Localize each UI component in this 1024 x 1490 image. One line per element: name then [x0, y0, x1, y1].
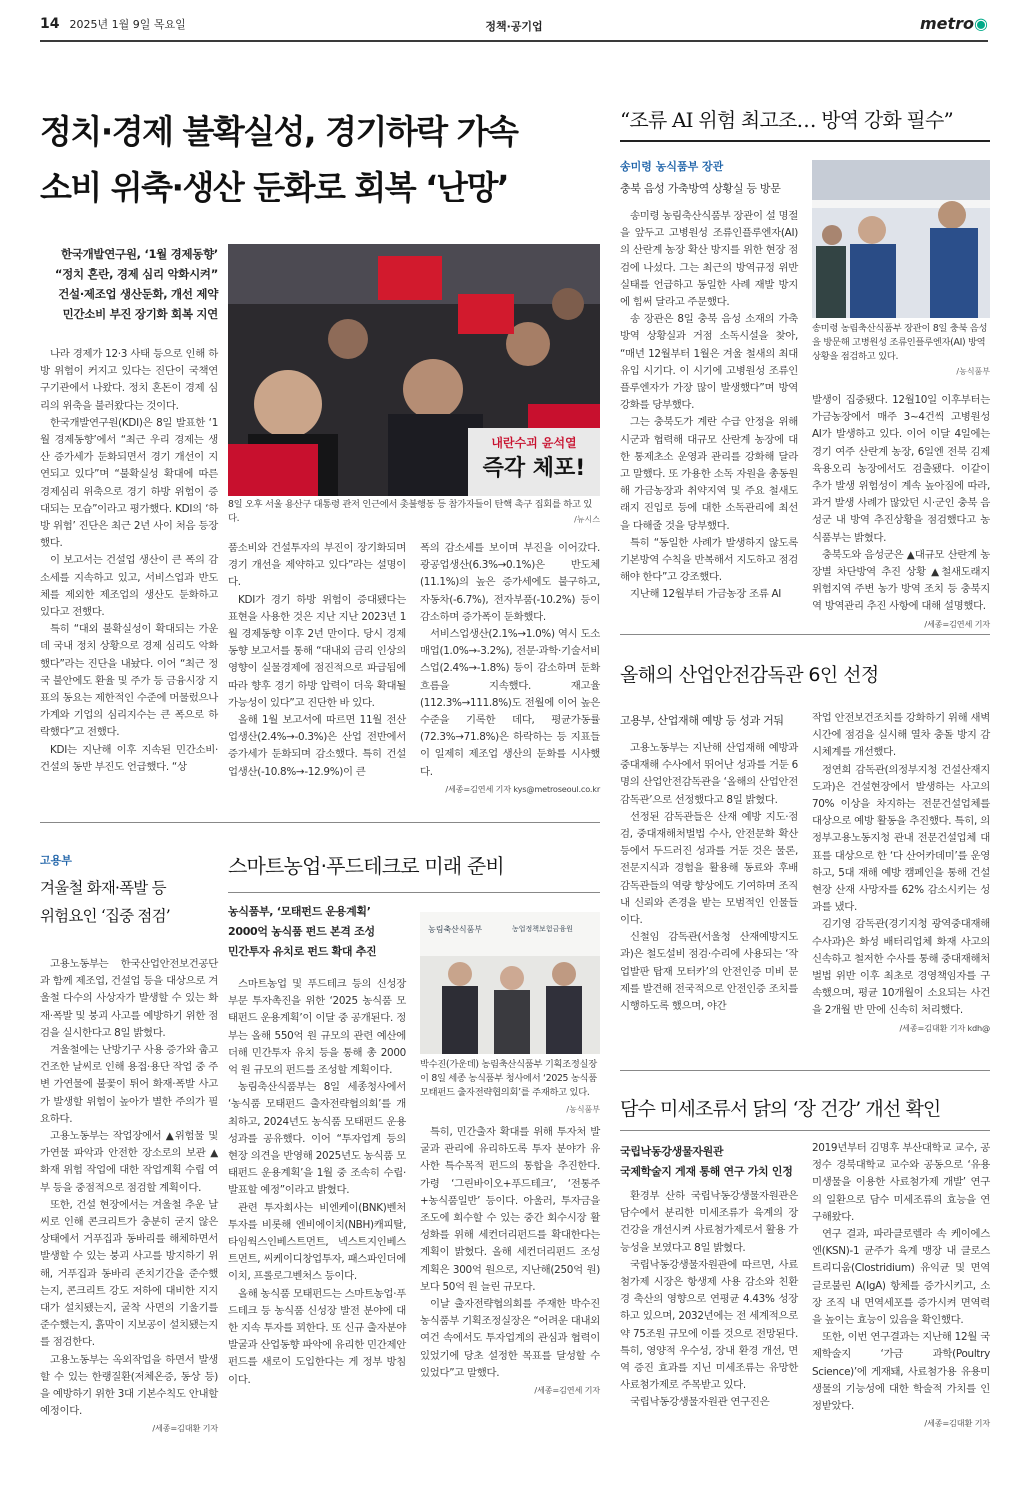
- main-col3-p1: 폭의 감소세를 보이며 부진을 이어갔다. 광공업생산(6.3%→0.1%)은 반도체(11.1%)의 높은 증가세에도 불구하고, 자동차(-6.7%), 전자부품(-10.2%) 등이 감소하며 증가폭이 둔화했다.: [420, 542, 600, 623]
- minister-photo-caption: 송미령 농림축산식품부 장관이 8일 충북 음성을 방문해 고병원성 조류인플루엔자(AI) 방역 상황을 점검하고 있다.: [812, 323, 988, 362]
- protest-sign: [472, 434, 596, 482]
- bird-col1-p1: 환경부 산하 국립낙동강생물자원관은 담수에서 분리한 미세조류가 육계의 장 건강을 개선시켜 사료첨가제로서 활용 가능성을 보였다고 8일 밝혔다.: [620, 1190, 798, 1254]
- brand-mark-icon: ◉: [974, 14, 988, 33]
- brand-logo: [920, 14, 988, 33]
- farm-subhead-2: 2000억 농식품 펀드 본격 조성: [228, 925, 375, 938]
- ai-col1-p4: 특히 “동일한 사례가 발생하지 않도록 기본방역 수칙을 반복해서 지도하고 점검해야 한다”고 강조했다.: [620, 536, 798, 584]
- main-col1-p3: 이 보고서는 건설업 생산이 큰 폭의 감소세를 지속하고 있고, 서비스업과 반도체를 제외한 제조업의 생산도 둔화하고 있다고 전했다.: [40, 554, 218, 619]
- minister-photo-credit: /농식품부: [956, 367, 990, 376]
- farm-col1-p2: 농림축산식품부는 8일 세종청사에서 ‘농식품 모태펀드 출자전략협의회’를 개최하고, 2024년도 농식품 모태펀드 운용 성과를 공유했다. 이어 “투자업계 등의 현장 의견을 반영해 2025년도 농식품 모태펀드 운용계획’을 1월 중 조속히 수립·발표할 예정”이라고 밝혔다.: [228, 1081, 406, 1197]
- main-subhead-3: 건설·제조업 생산둔화, 개선 제약: [58, 287, 218, 301]
- farm-headline: 스마트농업·푸드테크로 미래 준비: [228, 854, 504, 878]
- minister-photo: [812, 160, 990, 318]
- bird-col2: [812, 1140, 990, 1432]
- farm-subheads: [228, 902, 406, 962]
- labor-headline: [40, 874, 218, 930]
- bird-headline-rule: [620, 1130, 990, 1131]
- main-col3-p2: 서비스업생산(2.1%→1.0%) 역시 도소매업(1.0%→-3.2%), 전문·과학·기술서비스업(2.4%→-1.8%) 등이 감소하며 둔화 흐름을 지속했다. 재고율(112.3%→111.8%)도 전월에 이어 높은 수준을 기록한 데다, 평균가동률(72.3%→71.8%)은 하락하는 등 지표들이 일제히 제조업 생산의 둔화를 시사했다.: [420, 628, 600, 778]
- ai-col1-p1: 송미령 농림축산식품부 장관이 설 명절을 앞두고 고병원성 조류인플루엔자(AI)의 산란계 농장 확산 방지를 위한 현장 점검에 나섰다. 그는 최근의 방역규정 위반 실태를 언급하고 동일한 사례 재발 방지에 힘써 달라고 주문했다.: [620, 210, 798, 309]
- ai-byline: /세종=김연세 기자: [924, 618, 990, 629]
- ai-subhead: 충북 음성 가축방역 상황실 등 방문: [620, 182, 781, 195]
- main-subhead-2: “정치 혼란, 경제 심리 악화시켜”: [54, 267, 218, 281]
- main-col1: [40, 346, 218, 776]
- safety-headline: 올해의 산업안전감독관 6인 선정: [620, 664, 879, 686]
- main-col2: [228, 540, 406, 781]
- protest-photo-credit: /뉴시스: [574, 515, 600, 524]
- page-header: [40, 12, 988, 42]
- page-number: 14: [40, 16, 60, 32]
- safety-bottom-rule: [620, 1070, 990, 1071]
- farm-col2-p1: 특히, 민간출자 확대를 위해 투자처 발굴과 관리에 유리하도록 투자 분야가 유사한 특수목적 펀드의 통합을 추진한다. 가령 ‘그린바이오+푸드테크’, ‘전통주+농식품일반’ 등이다. 아울러, 투자금을 조도에 회수할 수 있는 중간 회수시장 활성화를 위해 세컨더리펀드를 확대한다는 계획이 밝혔다. 올해 세컨더리펀드 조성계획은 300억 원으로, 지난해(250억 원)보다 50억 원 늘린 규모다.: [420, 1126, 600, 1293]
- farm-col1: [228, 976, 406, 1389]
- main-col2-p1: 품소비와 건설투자의 부진이 장기화되며 경기 개선을 제약하고 있다”라는 설명이다.: [228, 542, 406, 589]
- main-headline-line1: 정치·경제 불확실성, 경기하락 가속: [40, 112, 518, 151]
- fund-banner-left: 농림축산식품부: [428, 925, 483, 934]
- bird-subhead-1: 국립낙동강생물자원관: [620, 1145, 724, 1158]
- farm-col1-p1: 스마트농업 및 푸드테크 등의 신성장 부문 투자촉진을 위한 ‘2025 농식품 모태펀드 운용계획’이 이달 중 공개된다. 정부는 올해 550억 원 규모의 관련 예산에 더해 민간투자 유치 등을 통해 총 2000억 원 규모의 펀드를 조성할 계획이다.: [228, 978, 406, 1077]
- safety-col1-p3: 신철임 감독관(서울청 산재예방지도과)은 철도설비 점검·수리에 사용되는 ‘작업발판 탑재 모터카’의 안전인증 미비 문제를 발견해 전국적으로 안전인증 조치를 시행하도록 했으며, 야간: [620, 931, 798, 1013]
- bird-subhead-2: 국제학술지 게재 통해 연구 가치 인정: [620, 1165, 793, 1178]
- labor-headline-line2: 위험요인 ‘집중 점검’: [40, 907, 170, 925]
- safety-col2-p1: 작업 안전보건조치를 강화하기 위해 새벽 시간에 점검을 실시해 열차 충돌 방지 감시체계를 개선했다.: [812, 712, 990, 759]
- ai-col2: [812, 392, 990, 633]
- fund-meeting-photo: [420, 912, 600, 1054]
- farm-byline: /세종=김연세 기자: [534, 1385, 600, 1396]
- main-col2-p3: 올해 1월 보고서에 따르면 11월 전산업생산(2.4%→-0.3%)은 산업 전반에서 증가세가 둔화되며 감소했다. 특히 건설업생산(-10.8%→-12.9%)이 큰: [228, 714, 406, 778]
- labor-byline: /세종=김대환 기자: [152, 1423, 218, 1434]
- main-col1-p5: KDI는 지난해 이후 지속된 민간소비·건설의 동반 부진도 언급했다. “상: [40, 743, 218, 773]
- protest-sign-line1: 내란수괴 윤석열: [491, 436, 577, 450]
- main-subheads: [40, 244, 218, 324]
- main-col3: [420, 540, 600, 798]
- main-bottom-rule: [40, 822, 600, 823]
- ai-col1: [620, 208, 798, 604]
- safety-col1-p1: 고용노동부는 지난해 산업재해 예방과 중대재해 수사에서 뛰어난 성과를 거둔 6명의 산업안전감독관을 ‘올해의 산업안전감독관’으로 선정했다고 8일 밝혔다.: [620, 742, 798, 806]
- ai-col1-p5: 지난해 12월부터 가금농장 조류 AI: [630, 588, 782, 601]
- safety-col1-p2: 선정된 감독관들은 산재 예방 지도·점검, 중대재해처벌법 수사, 안전문화 확산 등에서 두드러진 성과를 거둔 것은 물론, 전문지식과 경험을 활용해 동료와 후배 감독관들의 역량 향상에도 기여하며 조직 내 신뢰와 존경을 받는 모범적인 인물들이다.: [620, 810, 798, 927]
- labor-body-p3: 고용노동부는 작업장에서 ▲위험물 및 가연물 파악과 안전한 장소로의 보관 ▲화재 위험 작업에 대한 작업계획 수립 여부 등을 중점적으로 점검할 계획이다.: [40, 1130, 218, 1194]
- bird-col1-p2: 국립낙동강생물자원관에 따르면, 사료첨가제 시장은 항생제 사용 감소와 친환경 축산의 영향으로 연평균 4.43% 성장하고 있으며, 2032년에는 전 세계적으로 약 75조원 규모에 이를 것으로 전망된다. 특히, 영양적 우수성, 장내 환경 개선, 면역 증진 효과를 지닌 미세조류는 유망한 사료첨가제로 주목받고 있다.: [620, 1258, 798, 1392]
- main-col1-p1: 나라 경제가 12·3 사태 등으로 인해 하방 위험이 커지고 있다는 진단이 국책연구기관에서 나왔다. 정치 혼돈이 경제 심리의 위축을 불러왔다는 것이다.: [40, 348, 218, 412]
- fund-banner-right: 농업정책보험금융원: [512, 925, 573, 933]
- safety-subhead: 고용부, 산업재해 예방 등 성과 거둬: [620, 714, 784, 727]
- main-subhead-4: 민간소비 부진 장기화 회복 지연: [62, 307, 218, 321]
- protest-photo-caption: 8일 오후 서울 용산구 대통령 관저 인근에서 촛불행동 등 참가자들이 탄핵 촉구 집회를 하고 있다.: [228, 499, 592, 524]
- labor-body-p4: 또한, 건설 현장에서는 겨울철 추운 날씨로 인해 콘크리트가 충분히 굳지 않은 상태에서 거푸집과 동바리를 해체하면서 발생할 수 있는 붕괴 사고를 방지하기 위해, 거푸집과 동바리 존치기간을 준수했는지, 콘크리트 강도 저하에 대비한 지지대가 설치됐는지, 굴착 사면의 기울기를 준수했는지, 흙막이 지보공이 설치됐는지를 점검한다.: [40, 1198, 218, 1349]
- bird-col2-p1: 2019년부터 김명후 부산대학교 교수, 공정수 경북대학교 교수와 공동으로 ‘유용 미생물을 이용한 사료첨가제 개발’ 연구의 일환으로 담수 미세조류의 효능을 연구해왔다.: [812, 1142, 990, 1223]
- section-name: 정책·공기업: [485, 20, 543, 33]
- bird-col1-p3: 국립낙동강생물자원관 연구진은: [630, 1396, 770, 1409]
- ai-col2-p2: 충북도와 음성군은 ▲대규모 산란계 농장별 차단방역 추진 상황 ▲철새도래지 위험지역 주변 농가 방역 조치 등 충북지역 방역관리 추진 사항에 대해 설명했다.: [812, 548, 990, 613]
- bird-col2-p2: 연구 결과, 파라클로렐라 속 케이에스엔(KSN)-1 균주가 육계 맹장 내 클로스트리디움(Clostridium) 유익균 및 면역글로불린 A(IgA) 항체를 증가시키고, 소장 조직 내 면역세포를 증가시켜 면역력을 높이는 효능이 있음을 확인했다.: [812, 1228, 990, 1327]
- labor-kicker: 고용부: [40, 854, 72, 867]
- labor-body-p5: 고용노동부는 옥외작업을 하면서 발생할 수 있는 한랭질환(저체온증, 동상 등)을 예방하기 위한 3대 기본수칙도 안내할 예정이다.: [40, 1353, 218, 1418]
- main-headline: [40, 104, 600, 216]
- farm-subhead-1: 농식품부, ‘모태펀드 운용계획’: [228, 905, 371, 918]
- main-headline-line2: 소비 위축·생산 둔화로 회복 ‘난망’: [40, 168, 508, 207]
- labor-body-p1: 고용노동부는 한국산업안전보건공단과 함께 제조업, 건설업 등을 대상으로 겨울철 다수의 사상자가 발생할 수 있는 화재·폭발 및 붕괴 사고를 예방하기 위한 점검을 실시한다고 8일 밝혔다.: [40, 958, 218, 1039]
- protest-sign-line2: 즉각 체포!: [482, 456, 586, 481]
- main-subhead-1: 한국개발연구원, ‘1월 경제동향’: [60, 247, 218, 261]
- main-byline: /세종=김연세 기자 kys@metroseoul.co.kr: [445, 783, 600, 794]
- fund-photo-caption: 박수진(가운데) 농림축산식품부 기획조정실장이 8일 세종 농식품부 청사에서 ‘2025 농식품 모태펀드 출자전략협의회’를 주재하고 있다.: [420, 1059, 597, 1098]
- bird-headline: 담수 미세조류서 닭의 ‘장 건강’ 개선 확인: [620, 1098, 941, 1120]
- issue-date: 2025년 1월 9일 목요일: [69, 18, 186, 31]
- bird-byline: /세종=김대환 기자: [924, 1418, 990, 1429]
- ai-bottom-rule: [620, 634, 990, 635]
- farm-col1-p3: 관련 투자회사는 비엔케이(BNK)벤처투자를 비롯해 엔비에이치(NBH)캐피탈, 타임웍스인베스트먼트, 넥스트지인베스트먼트, 씨케이디창업투자, 패스파인더에이치, 프롤로그벤처스 등이다.: [228, 1201, 406, 1283]
- farm-col1-p4: 올해 농식품 모태펀드는 스마트농업·푸드테크 등 농식품 신성장 발전 분야에 대한 지속 투자를 꾀한다. 또 신규 출자분야 발굴과 산업동향 파악에 유리한 민간제안펀드를 새로이 도입한다는 게 정부 방침이다.: [228, 1287, 406, 1386]
- farm-headline-rule: [228, 892, 600, 893]
- bird-col1: [620, 1188, 798, 1412]
- labor-body: [40, 956, 218, 1438]
- ai-top-rule: [620, 140, 990, 142]
- safety-col1: [620, 740, 798, 1015]
- fund-photo-credit: /농식품부: [566, 1105, 600, 1114]
- header-rule: [40, 40, 988, 42]
- ai-headline: “조류 AI 위험 최고조… 방역 강화 필수”: [620, 108, 953, 132]
- farm-col2: [420, 1124, 600, 1399]
- main-col1-p2: 한국개발연구원(KDI)은 8일 발표한 ‘1월 경제동향’에서 “최근 우리 경제는 생산 증가세가 둔화되면서 경기 개선이 지연되고 있다”며 “불확실성 확대에 따른 경제심리 위축으로 경기 하방 위험이 증대되는 모습”이라고 평가했다. KDI의 ‘하방 위험’ 진단은 최근 2년 사이 처음 등장했다.: [40, 416, 218, 550]
- brand-name: metro: [919, 14, 975, 33]
- protest-photo: [228, 244, 600, 496]
- main-col2-p2: KDI가 경기 하방 위험이 증대됐다는 표현을 사용한 것은 지난 지난 2023년 1월 경제동향 이후 2년 만이다. 당시 경제동향 보고서를 통해 “대내외 금리 인상의 영향이 실물경제에 점진적으로 파급됨에 따라 향후 경기 하방 압력이 더욱 확대될 가능성이 있다”고 진단한 바 있다.: [228, 593, 406, 709]
- bird-col2-p3: 또한, 이번 연구결과는 지난해 12월 국제학술지 ‘가금 과학(Poultry Science)’에 게재돼, 사료첨가용 유용미생물의 기능성에 대한 학술적 가치를 인정받았다.: [812, 1331, 990, 1413]
- safety-col2-p3: 김기영 감독관(경기지청 광역중대재해수사과)은 화성 배터리업체 화재 사고의 신속하고 철저한 수사를 통해 중대재해처벌법 위반 이후 최초로 경영책임자를 구속했으며, 평균 10개월이 소요되는 사건을 2개월 반 만에 신속히 처리했다.: [812, 918, 990, 1017]
- farm-subhead-3: 민간투자 유치로 펀드 확대 추진: [228, 945, 377, 958]
- farm-col2-p2: 이날 출자전략협의회를 주재한 박수진 농식품부 기획조정실장은 “어려운 대내외 여건 속에서도 투자업계의 관심과 협력이 있었기에 당초 설정한 목표를 달성할 수 있었다”고 말했다.: [420, 1298, 600, 1379]
- bird-subheads: [620, 1142, 798, 1182]
- safety-byline: /세종=김대환 기자 kdh@: [899, 1022, 990, 1033]
- ai-col2-p1: 발생이 집중됐다. 12월10일 이후부터는 가금농장에서 매주 3~4건씩 고병원성 AI가 발생하고 있다. 이어 이달 4일에는 경기 여주 산란계 농장, 6일엔 전북 김제 육용오리 농장에서도 검출됐다. 이같이 추가 발생 위험성이 계속 높아짐에 따라, 과거 발생 사례가 많았던 시·군인 충북 음성군 내 방역 추진상황을 점검했다고 농식품부는 밝혔다.: [812, 394, 990, 544]
- ai-col1-p3: 그는 충북도가 계란 수급 안정을 위해 시군과 협력해 대규모 산란계 농장에 대한 통제초소 운영과 관리를 강화해 달라고 말했다. 또 가용한 소독 자원을 총동원해 가금농장과 취약지역 및 주요 철새도래지 진입로 등에 대한 소독관리에 최선을 다해줄 것을 당부했다.: [620, 416, 798, 532]
- safety-col2-p2: 정연희 감독관(의정부지청 건설산재지도과)은 건설현장에서 발생하는 사고의 70% 이상을 차지하는 전문건설업체를 대상으로 예방 활동을 추진했다. 특히, 의정부고용노동지청 관내 전문건설업체 대표를 대상으로 한 ‘다 산어카데미’를 운영하고, 5대 재해 예방 캠페인을 통해 건설현장 산재 사망자를 62% 감소시키는 성과를 냈다.: [812, 763, 990, 914]
- main-col1-p4: 특히 “대외 불확실성이 확대되는 가운데 국내 정치 상황으로 경제 심리도 악화했다”라는 진단을 내놨다. 이어 “최근 정국 불안에도 환율 및 주가 등 금융시장 지표의 동요는 제한적인 수준에 머물렀으나 가계와 기업의 심리지수는 큰 폭으로 하락했다”고 전했다.: [40, 623, 218, 739]
- ai-kicker: 송미령 농식품부 장관: [620, 160, 724, 173]
- safety-col2: [812, 710, 990, 1037]
- ai-col1-p2: 송 장관은 8일 충북 음성 소재의 가축방역 상황실과 거점 소독시설을 찾아, “매년 12월부터 1월은 겨울 철새의 최대 유입 시기다. 이 시기에 고병원성 조류인플루엔자가 가장 많이 발생했다”며 방역 강화를 당부했다.: [620, 313, 798, 412]
- labor-body-p2: 겨울철에는 난방기구 사용 증가와 춥고 건조한 날씨로 인해 용접·용단 작업 중 주변 가연물에 불꽃이 튀어 화재·폭발 사고가 발생할 위험이 높아가 별한 주의가 필요하다.: [40, 1044, 218, 1125]
- labor-headline-line1: 겨울철 화재·폭발 등: [40, 879, 166, 897]
